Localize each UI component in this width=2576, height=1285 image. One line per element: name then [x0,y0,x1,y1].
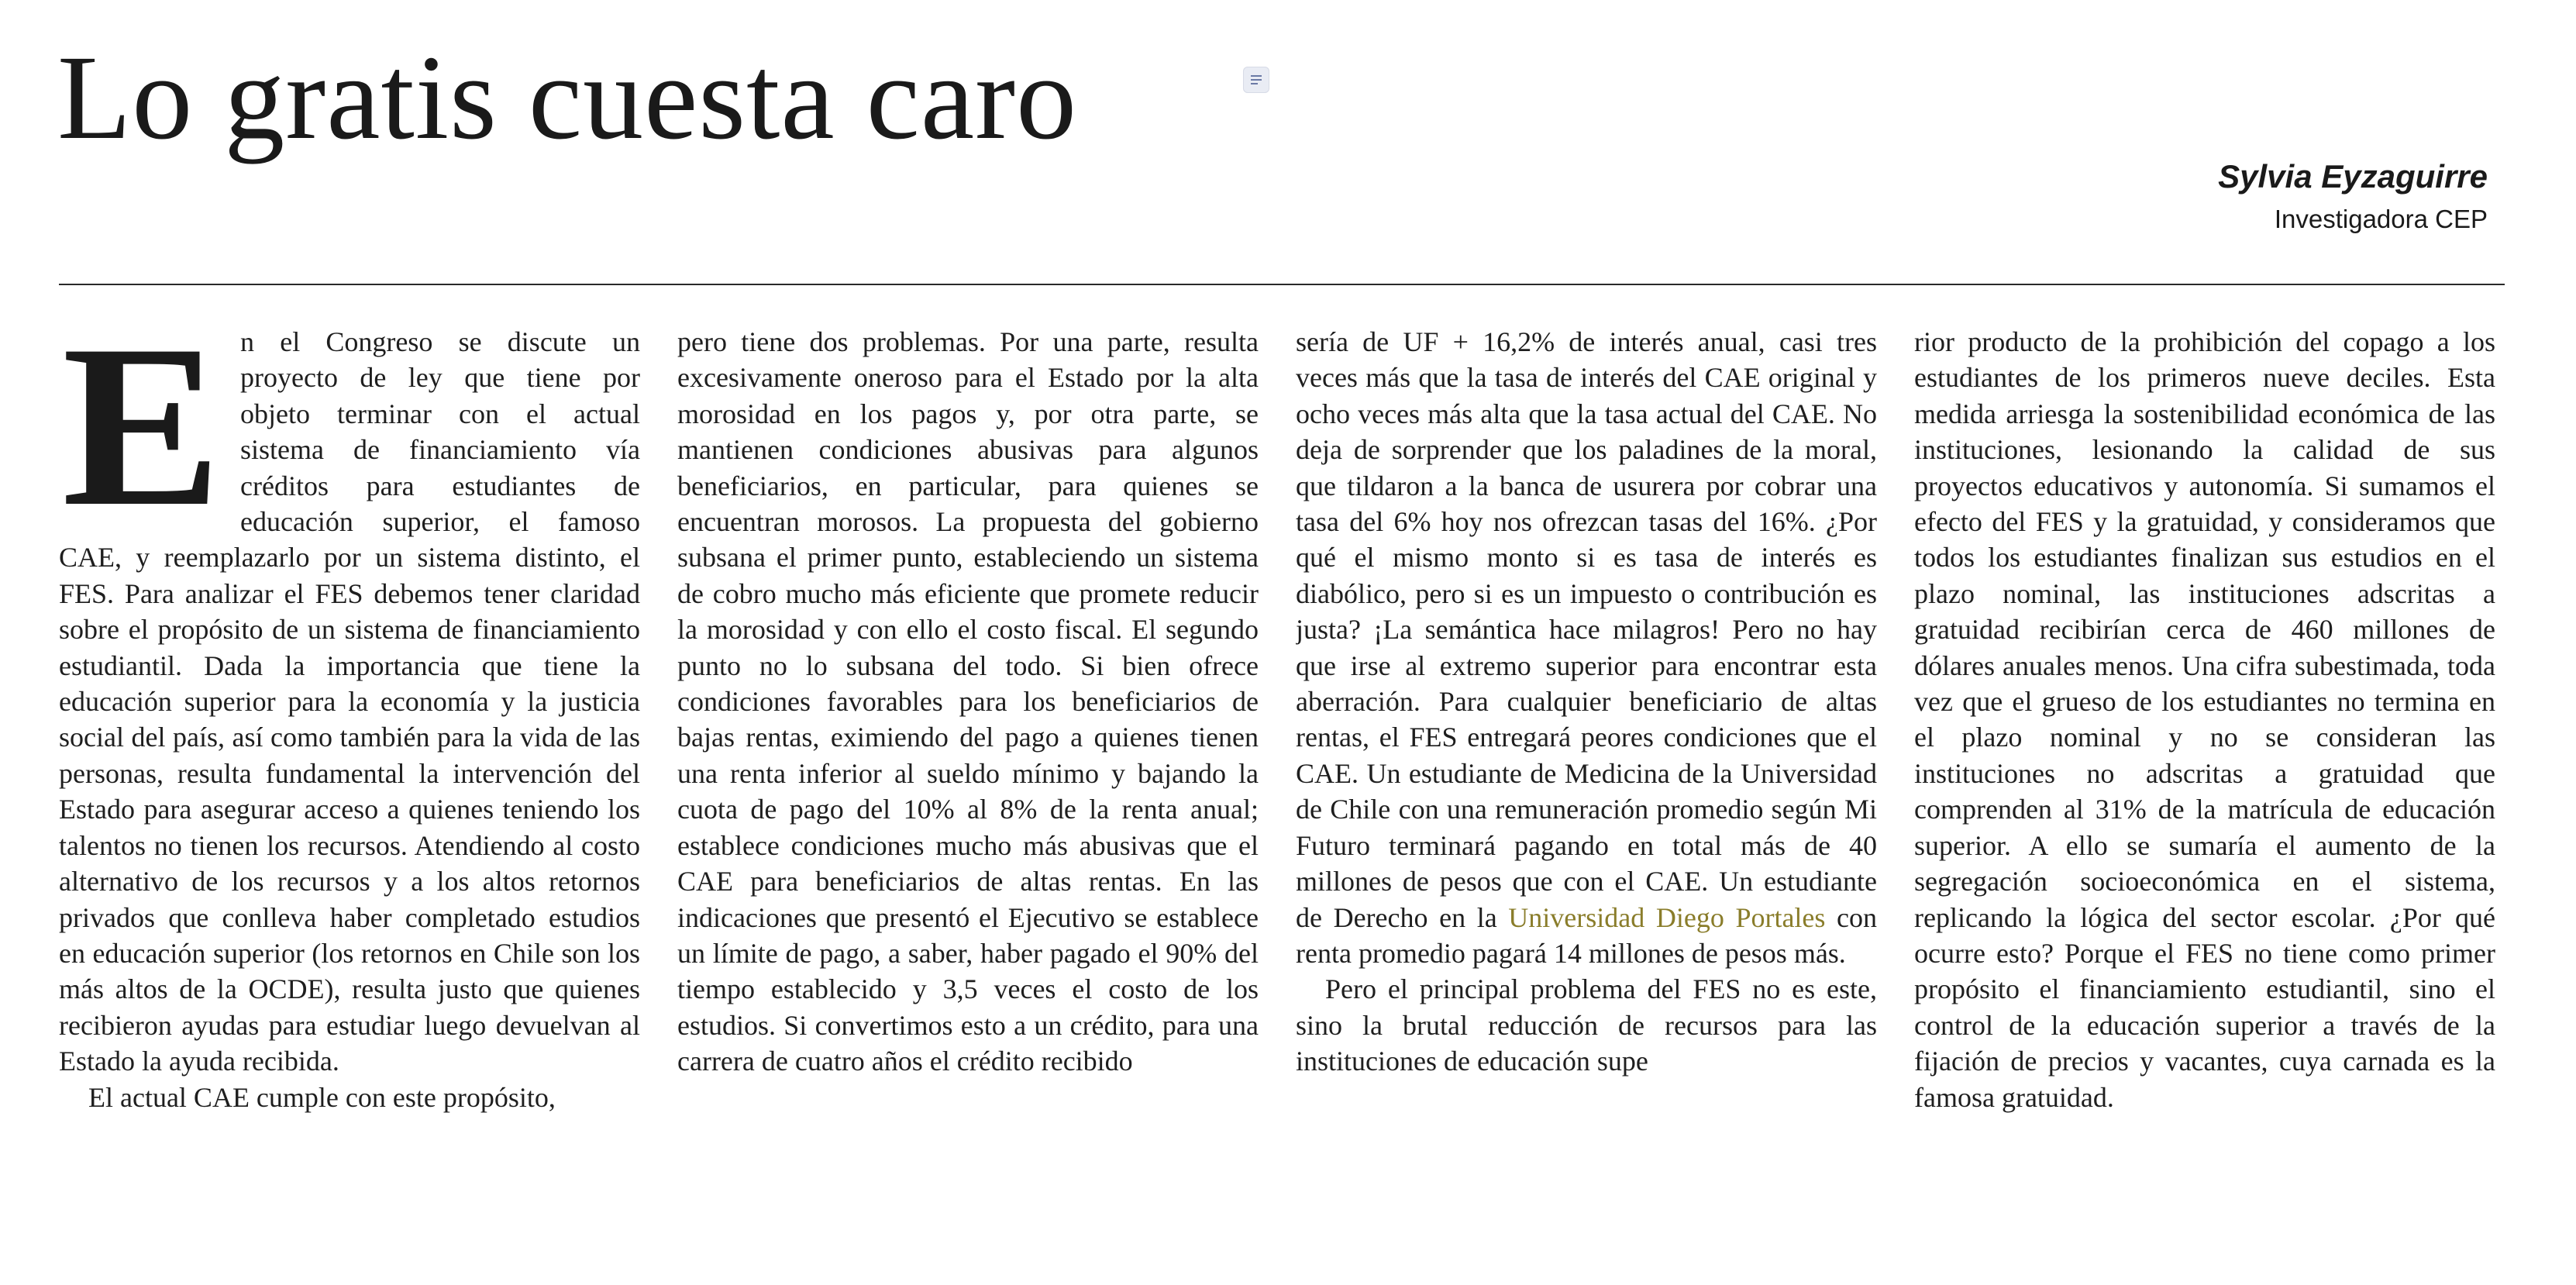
drop-cap-letter: E [62,332,222,506]
article-column-2 [677,324,1259,1277]
column-1-paragraph-1: n el Congreso se discute un proyecto de ley que tiene por objeto terminar con el actual sistema de financiamiento vía créditos para estudiantes de educación superior, el famoso CAE, y reemplazarlo por un sistema distinto, el FES. Para analizar el FES debemos tener claridad sobre el propósito de un sistema de financiamiento estudiantil. Dada la importancia que tiene la educación superior para la economía y la justicia social del país, así como también para la vida de las personas, resulta fundamental la intervención del Estado para asegurar acceso a quienes teniendo los talentos no tienen los recursos. Atendiendo al costo alternativo de los recursos y a los altos retornos privados que conlleva haber completado estudios en educación superior (los retornos en Chile son los más altos de la OCDE), resulta justo que quienes recibieron ayudas para estudiar luego devuelvan al Estado la ayuda recibida. [59,326,640,1077]
note-lines-icon [1249,74,1263,86]
author-name: Sylvia Eyzaguirre [2218,158,2488,195]
column-3-paragraph-2: Pero el principal problema del FES no es este, sino la brutal reducción de recursos para las instituciones de educación supe [1296,973,1877,1077]
author-block [2218,159,2488,233]
column-3-paragraph-1 [1296,324,1877,971]
column-3-text-a: sería de UF + 16,2% de interés anual, casi tres veces más que la tasa de interés del CAE original y ocho veces más alta que la tasa actual del CAE. No deja de sorprender que los paladines de la moral, que tildaron a la banca de usurera por cobrar una tasa del 6% hoy nos ofrezcan tasas del 16%. ¿Por qué el mismo monto si es tasa de interés es diabólico, pero si es un impuesto o contribución es justa? ¡La semántica hace milagros! Pero no hay que irse al extremo superior para encontrar esta aberración. Para cualquier beneficiario de altas rentas, el FES entregará peores condiciones que el CAE. Un estudiante de Medicina de la Universidad de Chile con una remuneración promedio según Mi Futuro terminará pagando en total más de 40 millones de pesos que con el CAE. Un estudiante de Derecho en la [1296,326,1877,933]
author-role: Investigadora CEP [2274,205,2488,234]
column-1-paragraph-2: El actual CAE cumple con este propósito, [88,1081,556,1113]
drop-cap [59,332,225,506]
university-link[interactable]: Universidad Diego Portales [1508,901,1826,933]
column-2-paragraph-1: pero tiene dos problemas. Por una parte, resulta excesivamente oneroso para el Estado por la alta morosidad en los pagos y, por otra parte, se mantienen condiciones abusivas para algunos beneficiarios, en particular, para quienes se encuentran morosos. La propuesta del gobierno subsana el primer punto, estableciendo un sistema de cobro mucho más eficiente que promete reducir la morosidad y con ello el costo fiscal. El segundo punto no lo subsana del todo. Si bien ofrece condiciones favorables para los beneficiarios de bajas rentas, eximiendo del pago a quienes tienen una renta inferior al sueldo mínimo y bajando la cuota de pago del 10% al 8% de la renta anual; establece condiciones mucho más abusivas que el CAE para beneficiarios de altas rentas. En las indicaciones que presentó el Ejecutivo se establece un límite de pago, a saber, haber pagado el 90% del tiempo establecido y 3,5 veces el costo de los estudios. Si convertimos esto a un crédito, para una carrera de cuatro años el crédito recibido [677,326,1259,1077]
column-4-paragraph-1: rior producto de la prohibición del copago a los estudiantes de los primeros nueve deciles. Esta medida arriesga la sostenibilidad económica de las instituciones, lesionando la calidad de sus proyectos educativos y autonomía. Si sumamos el efecto del FES y la gratuidad, y consideramos que todos los estudiantes finalizan sus estudios en el plazo nominal, las instituciones adscritas a gratuidad recibirían cerca de 460 millones de dólares anuales menos. Una cifra subestimada, toda vez que el grueso de los estudiantes no termina en el plazo nominal y no se consideran las instituciones no adscritas a gratuidad que comprenden al 31% de la matrícula de educación superior. A ello se sumaría el aumento de la segregación socioeconómica en el sistema, replicando la lógica del sector escolar. ¿Por qué ocurre esto? Porque el FES no tiene como primer propósito el financiamiento estudiantil, sino el control de la educación superior a través de la fijación de precios y vacantes, cuya carnada es la famosa gratuidad. [1914,326,2495,1113]
article-column-4 [1914,324,2495,1277]
header-divider [59,284,2505,285]
article-column-3 [1296,324,1877,1277]
article-title: Lo gratis cuesta caro [57,30,1078,164]
article-column-1 [59,324,640,1277]
note-icon[interactable] [1243,67,1269,93]
column-3-text-b: con renta promedio pagará 14 millones de pesos más. [1296,901,1877,969]
